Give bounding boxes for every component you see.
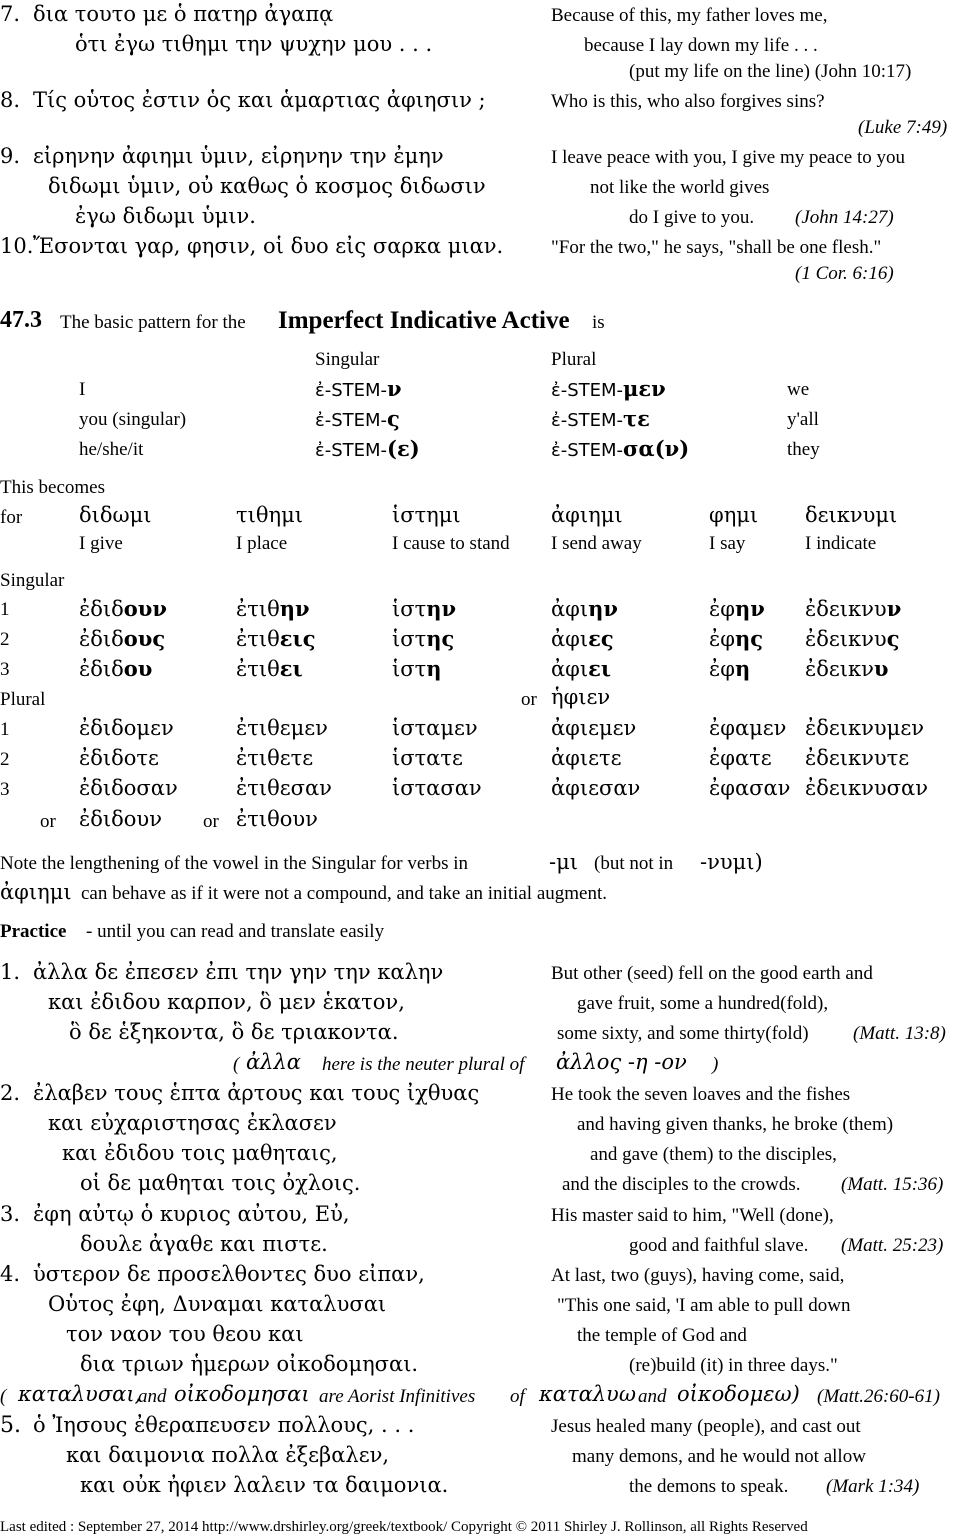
verb-form: ἱστην — [392, 596, 457, 621]
verb-form: ἀφιεσαν — [551, 776, 641, 800]
note-greek: ἀλλος -η -ον — [556, 1050, 687, 1074]
note-text: Note the lengthening of the vowel in the Singular for verbs in — [0, 853, 469, 874]
item-number: 2. — [0, 1081, 21, 1105]
greek-line: ἐφη αὐτῳ ὁ κυριος αὐτου, Εὐ, — [33, 1202, 350, 1226]
person-number: 1 — [0, 599, 10, 620]
person-number: 2 — [0, 749, 10, 770]
note-greek: -νυμι) — [700, 850, 763, 874]
greek-line: ὃ δε ἑξηκοντα, ὃ δε τριακοντα. — [69, 1020, 399, 1044]
or-label: or — [203, 811, 219, 832]
citation: (Matt.26:60-61) — [817, 1386, 940, 1407]
verb-gloss: I say — [709, 533, 746, 554]
citation: (Luke 7:49) — [858, 117, 948, 138]
verb-form: ἐδεικνυτε — [805, 746, 910, 770]
greek-line: δουλε ἀγαθε και πιστε. — [80, 1232, 328, 1256]
verb-form: ἐφης — [709, 626, 764, 651]
column-header-plural: Plural — [551, 349, 597, 370]
verb-form: ἀφιην — [551, 596, 618, 621]
person-label: he/she/it — [79, 439, 144, 460]
note-text: (but not in — [594, 853, 674, 874]
english-line: Because of this, my father loves me, — [551, 5, 828, 26]
note-text: here is the neuter plural of — [322, 1054, 525, 1075]
citation: (1 Cor. 6:16) — [795, 263, 894, 284]
verb-form: ἐφην — [709, 596, 765, 621]
person-number: 1 — [0, 719, 10, 740]
verb-form: ἐτιθεσαν — [236, 776, 332, 800]
english-line: the demons to speak. — [629, 1476, 789, 1497]
verb-form: ἱστη — [392, 656, 442, 681]
person-number: 3 — [0, 659, 10, 680]
citation: (Matt. 15:36) — [841, 1174, 944, 1195]
verb-lemma: διδωμι — [79, 503, 152, 527]
english-line: His master said to him, "Well (done), — [551, 1205, 834, 1226]
or-form: ἐδιδουν — [79, 807, 162, 831]
greek-line: ὑστερον δε προσελθοντες δυο εἰπαν, — [33, 1262, 425, 1286]
note-greek: οἰκοδομησαι — [174, 1382, 310, 1406]
citation: (Matt. 13:8) — [853, 1023, 946, 1044]
verb-form: ἐφατε — [709, 746, 772, 770]
verb-form: ἐτιθεις — [236, 626, 316, 651]
verb-form: ἐφαμεν — [709, 716, 787, 740]
english-line: "This one said, 'I am able to pull down — [557, 1295, 851, 1316]
greek-line: τον ναον του θεου και — [66, 1322, 304, 1346]
section-title: Imperfect Indicative Active — [278, 307, 570, 334]
greek-line: και ἐδιδου καρπον, ὃ μεν ἑκατον, — [48, 990, 405, 1014]
for-label: for — [0, 507, 23, 528]
alt-or: or — [521, 689, 537, 710]
page-footer: Last edited : September 27, 2014 http://www.drshirley.org/greek/textbook/ Copyright © 2011 Shirley J. Rollinson, all Rights Reserved — [0, 1519, 808, 1535]
greek-line: ἐγω διδωμι ὑμιν. — [75, 204, 256, 228]
verb-form: ἐδιδου — [79, 656, 153, 681]
english-line: But other (seed) fell on the good earth and — [551, 963, 873, 984]
verb-form: ἐδιδοτε — [79, 746, 159, 770]
plural-label: Plural — [0, 689, 46, 710]
english-line: (re)build (it) in three days." — [629, 1355, 838, 1376]
greek-line: δια τριων ἡμερων οἰκοδομησαι. — [80, 1352, 419, 1376]
verb-form: ἐδιδοσαν — [79, 776, 178, 800]
verb-gloss: I give — [79, 533, 123, 554]
note-greek: καταλυω — [539, 1382, 636, 1406]
greek-line: Τίς οὑτος ἐστιν ὁς και ἁμαρτιας ἀφιησιν ; — [33, 88, 486, 112]
verb-form: ἐτιθετε — [236, 746, 314, 770]
verb-gloss: I indicate — [805, 533, 877, 554]
greek-line: και οὐκ ἠφιεν λαλειν τα δαιμονια. — [80, 1473, 449, 1497]
english-line: "For the two," he says, "shall be one flesh." — [551, 237, 882, 258]
note-text: are Aorist Infinitives — [319, 1386, 476, 1407]
singular-pattern: ἐ-STEM-ς — [315, 406, 400, 431]
greek-line: Ἔσονται γαρ, φησιν, οἱ δυο εἰς σαρκα μιαν. — [33, 234, 504, 258]
verb-form: ἐφη — [709, 656, 751, 681]
verb-lemma: φημι — [709, 503, 759, 527]
greek-line: ἐλαβεν τους ἑπτα ἀρτους και τους ἰχθυας — [33, 1081, 480, 1105]
greek-line: Οὑτος ἐφη, Δυναμαι καταλυσαι — [48, 1292, 387, 1316]
english-line: At last, two (guys), having come, said, — [551, 1265, 845, 1286]
greek-line: και δαιμονια πολλα ἐξεβαλεν, — [66, 1443, 390, 1467]
item-number: 1. — [0, 960, 21, 984]
item-number: 5. — [0, 1413, 21, 1438]
verb-gloss: I send away — [551, 533, 642, 554]
citation: (Mark 1:34) — [826, 1476, 920, 1497]
note-paren: ( — [0, 1386, 7, 1407]
note-greek: οἰκοδομεω) — [677, 1382, 800, 1406]
verb-form: ἐδιδομεν — [79, 716, 174, 740]
person-label: I — [79, 379, 86, 400]
english-line: because I lay down my life . . . — [584, 35, 818, 56]
note-paren: ) — [712, 1054, 719, 1075]
greek-line: οἱ δε μαθηται τοις ὀχλοις. — [80, 1171, 361, 1195]
greek-line: και εὐχαριστησας ἐκλασεν — [48, 1111, 337, 1135]
greek-line: δια τουτο με ὁ πατηρ ἀγαπᾳ — [33, 2, 334, 26]
english-line: many demons, and he would not allow — [572, 1446, 866, 1467]
verb-form: ἀφιεμεν — [551, 716, 637, 740]
greek-line: ὁτι ἐγω τιθημι την ψυχην μου . . . — [75, 32, 433, 56]
english-line: the temple of God and — [577, 1325, 747, 1346]
verb-lemma: δεικνυμι — [805, 503, 898, 527]
or-label: or — [40, 811, 56, 832]
singular-pattern: ἐ-STEM-(ε) — [315, 436, 420, 461]
verb-form: ἀφιετε — [551, 746, 622, 770]
item-number: 10. — [0, 234, 34, 258]
greek-line: ἀλλα δε ἐπεσεν ἐπι την γην την καλην — [33, 960, 444, 984]
note-text: and — [638, 1386, 667, 1407]
verb-form: ἐδεικνυ — [805, 656, 889, 681]
verb-form: ἱστασαν — [392, 776, 482, 800]
english-line: Who is this, who also forgives sins? — [551, 91, 825, 112]
citation: (John 14:27) — [795, 207, 894, 228]
verb-form: ἐδιδουν — [79, 596, 167, 621]
note-greek: καταλυσαι, — [18, 1382, 142, 1406]
plural-pattern: ἐ-STEM-μεν — [551, 376, 666, 401]
note-text: and — [138, 1386, 167, 1407]
note-greek: ἀφιημι — [0, 880, 72, 904]
singular-pattern: ἐ-STEM-ν — [315, 376, 402, 401]
english-line: some sixty, and some thirty(fold) — [557, 1023, 809, 1044]
verb-form: ἱσταμεν — [392, 716, 478, 740]
english-pronoun: y'all — [787, 409, 819, 430]
english-line: good and faithful slave. — [629, 1235, 809, 1256]
note-greek: ἀλλα — [246, 1050, 301, 1074]
verb-lemma: τιθημι — [236, 503, 303, 527]
item-number: 3. — [0, 1202, 21, 1226]
greek-line: ὁ Ἰησους ἐθεραπευσεν πολλους, . . . — [33, 1413, 415, 1437]
section-intro: The basic pattern for the — [60, 312, 246, 333]
english-line: He took the seven loaves and the fishes — [551, 1084, 851, 1105]
english-line: Jesus healed many (people), and cast out — [551, 1416, 861, 1437]
or-form: ἐτιθουν — [236, 807, 318, 831]
verb-form: ἐδιδους — [79, 626, 166, 651]
verb-form: ἐτιθην — [236, 596, 310, 621]
plural-pattern: ἐ-STEM-σα(ν) — [551, 436, 690, 461]
verb-form: ἱστατε — [392, 746, 463, 770]
english-line: gave fruit, some a hundred(fold), — [577, 993, 829, 1014]
verb-lemma: ἀφιημι — [551, 503, 623, 527]
verb-form: ἐτιθεμεν — [236, 716, 328, 740]
english-pronoun: they — [787, 439, 820, 460]
note-paren: ( — [233, 1054, 240, 1075]
verb-form: ἐδεικνυσαν — [805, 776, 928, 800]
english-line: I leave peace with you, I give my peace to you — [551, 147, 905, 168]
item-number: 9. — [0, 144, 21, 168]
section-tail: is — [592, 312, 605, 333]
greek-line: εἰρηνην ἀφιημι ὑμιν, εἰρηνην την ἐμην — [33, 144, 444, 168]
citation: (Matt. 25:23) — [841, 1235, 944, 1256]
section-number: 47.3 — [0, 307, 42, 333]
english-line: (put my life on the line) (John 10:17) — [629, 61, 912, 82]
item-number: 7. — [0, 2, 21, 26]
verb-form: ἐδεικνυν — [805, 596, 902, 621]
note-text: of — [510, 1386, 525, 1407]
item-number: 4. — [0, 1262, 21, 1286]
practice-title: Practice — [0, 921, 67, 942]
verb-form: ἐδεικνυς — [805, 626, 900, 651]
note-text: can behave as if it were not a compound, and take an initial augment. — [81, 883, 608, 904]
verb-form: ἐτιθει — [236, 656, 303, 681]
verb-form: ἀφιες — [551, 626, 614, 651]
english-line: and the disciples to the crowds. — [562, 1174, 801, 1195]
singular-label: Singular — [0, 570, 65, 591]
item-number: 8. — [0, 88, 21, 112]
verb-gloss: I place — [236, 533, 288, 554]
person-number: 3 — [0, 779, 10, 800]
column-header-singular: Singular — [315, 349, 380, 370]
english-line: do I give to you. — [629, 207, 755, 228]
note-greek: -μι — [549, 850, 578, 874]
english-line: and gave (them) to the disciples, — [590, 1144, 837, 1165]
verb-lemma: ἱστημι — [392, 503, 461, 527]
english-pronoun: we — [787, 379, 810, 400]
greek-line: και ἐδιδου τοις μαθηταις, — [62, 1141, 338, 1165]
english-line: and having given thanks, he broke (them) — [577, 1114, 894, 1135]
practice-subtitle: - until you can read and translate easily — [86, 921, 385, 942]
person-label: you (singular) — [79, 409, 187, 430]
verb-form: ἱστης — [392, 626, 455, 651]
this-becomes-label: This becomes — [0, 477, 106, 498]
verb-form: ἀφιει — [551, 656, 612, 681]
greek-line: διδωμι ὑμιν, οὐ καθως ὁ κοσμος διδωσιν — [48, 174, 486, 198]
verb-form: ἐδεικνυμεν — [805, 716, 924, 740]
person-number: 2 — [0, 629, 10, 650]
verb-gloss: I cause to stand — [392, 533, 510, 554]
english-line: not like the world gives — [590, 177, 770, 198]
verb-form: ἐφασαν — [709, 776, 791, 800]
plural-pattern: ἐ-STEM-τε — [551, 406, 650, 431]
alt-form: ἡφιεν — [551, 685, 611, 709]
